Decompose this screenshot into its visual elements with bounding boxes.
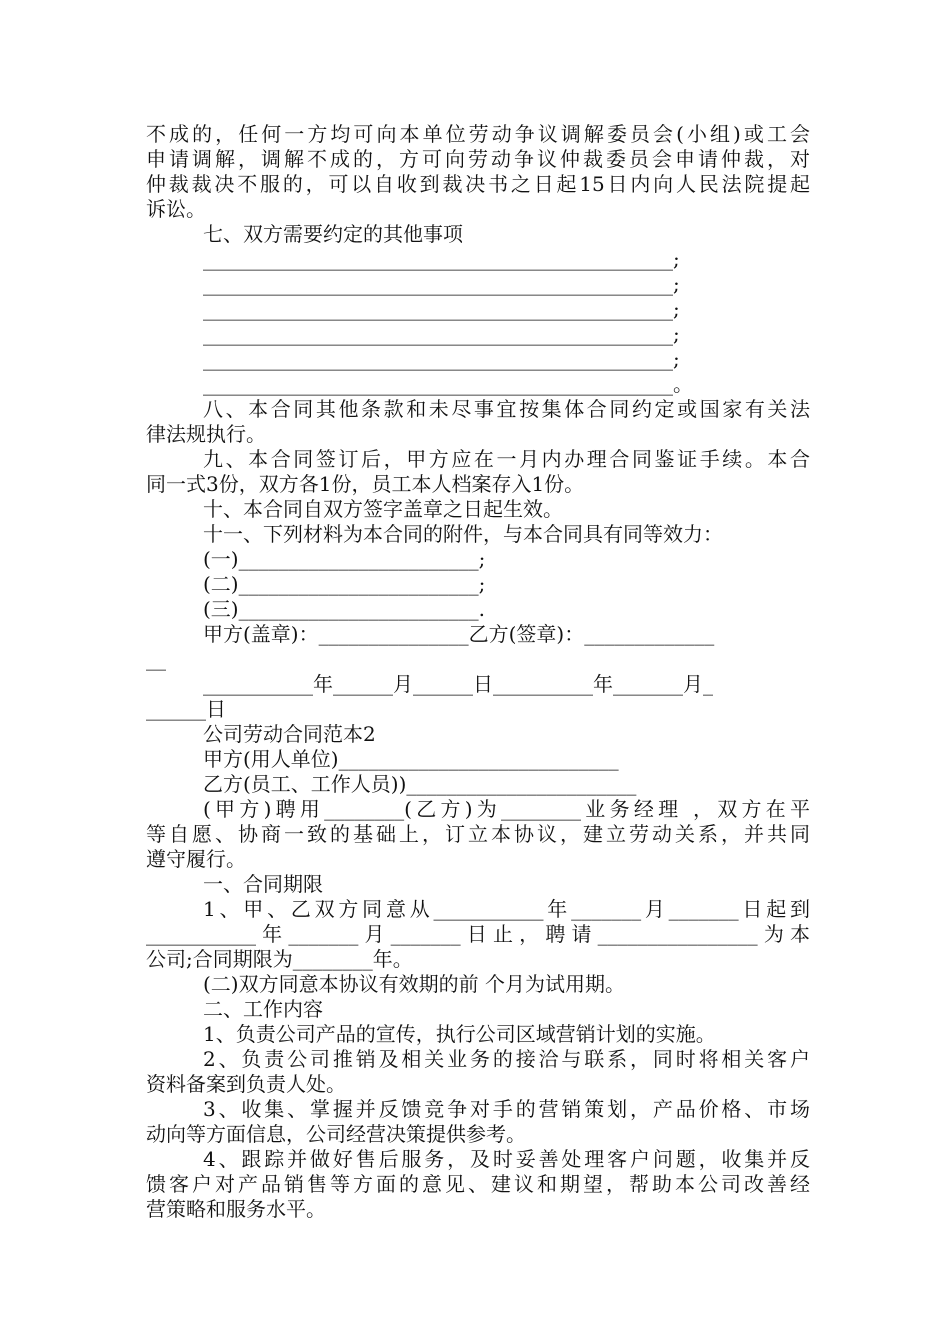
text-line: 4、跟踪并做好售后服务，及时妥善处理客户问题，收集并反: [203, 1147, 810, 1171]
text-line: 十、本合同自双方签字盖章之日起生效。: [203, 497, 563, 521]
text-line: 申请调解，调解不成的，方可向劳动争议仲裁委员会申请仲裁，对: [146, 147, 810, 171]
text-line: 十一、下列材料为本合同的附件，与本合同具有同等效力：: [203, 522, 723, 546]
attachment-line: (三)________________________.: [203, 597, 485, 621]
attachment-line: (二)________________________;: [203, 572, 486, 596]
text-line: 同一式3份，双方各1份，员工本人档案存入1份。: [146, 472, 585, 496]
text-line: 1、甲、乙双方同意从___________年_______月_______日起到: [203, 897, 810, 921]
blank-line: _______________________________________________;: [203, 247, 680, 271]
blank-line: _______________________________________________;: [203, 297, 680, 321]
text-line: (甲方)聘用________(乙方)为________业务经理 ，双方在平: [203, 797, 810, 821]
date-line: ___________年______月______日__________年_______月_: [203, 672, 713, 696]
contract-title: 公司劳动合同范本2: [203, 722, 376, 746]
party-b-line: 乙方(员工、工作人员))_______________________: [203, 772, 637, 796]
blank-line: _______________________________________________。: [203, 372, 693, 396]
section-heading: 二、工作内容: [203, 997, 323, 1021]
text-line: 不成的，任何一方均可向本单位劳动争议调解委员会(小组)或工会: [146, 122, 810, 146]
blank-line: _______________________________________________;: [203, 322, 680, 346]
signature-line: __: [146, 647, 166, 671]
text-line: 资料备案到负责人处。: [146, 1072, 346, 1096]
text-line: 仲裁裁决不服的，可以自收到裁决书之日起15日内向人民法院提起: [146, 172, 810, 196]
text-line: 九、本合同签订后，甲方应在一月内办理合同鉴证手续。本合: [203, 447, 810, 471]
text-line: (二)双方同意本协议有效期的前 个月为试用期。: [203, 972, 625, 996]
text-line: 诉讼。: [146, 197, 206, 221]
section-heading: 七、双方需要约定的其他事项: [203, 222, 463, 246]
text-line: ___________年_______月_______日止，聘请________________为本: [146, 922, 810, 946]
text-line: 1、负责公司产品的宣传，执行公司区域营销计划的实施。: [203, 1022, 716, 1046]
blank-line: _______________________________________________;: [203, 347, 680, 371]
attachment-line: (一)________________________;: [203, 547, 486, 571]
text-line: 等自愿、协商一致的基础上，订立本协议，建立劳动关系，并共同: [146, 822, 810, 846]
text-line: 公司;合同期限为________年。: [146, 947, 413, 971]
signature-line: 甲方(盖章)：_______________乙方(签章)：_____________: [203, 622, 715, 646]
text-line: 2、负责公司推销及相关业务的接洽与联系，同时将相关客户: [203, 1047, 810, 1071]
section-heading: 一、合同期限: [203, 872, 323, 896]
text-line: 营策略和服务水平。: [146, 1197, 326, 1221]
text-line: 馈客户对产品销售等方面的意见、建议和期望，帮助本公司改善经: [146, 1172, 810, 1196]
text-line: 律法规执行。: [146, 422, 266, 446]
text-line: 动向等方面信息，公司经营决策提供参考。: [146, 1122, 526, 1146]
text-line: 3、收集、掌握并反馈竞争对手的营销策划，产品价格、市场: [203, 1097, 810, 1121]
blank-line: _______________________________________________;: [203, 272, 680, 296]
party-a-line: 甲方(用人单位)____________________________: [203, 747, 619, 771]
document-body: [146, 122, 810, 1222]
text-line: 遵守履行。: [146, 847, 246, 871]
date-line: ______日: [146, 697, 226, 721]
text-line: 八、本合同其他条款和未尽事宜按集体合同约定或国家有关法: [203, 397, 810, 421]
